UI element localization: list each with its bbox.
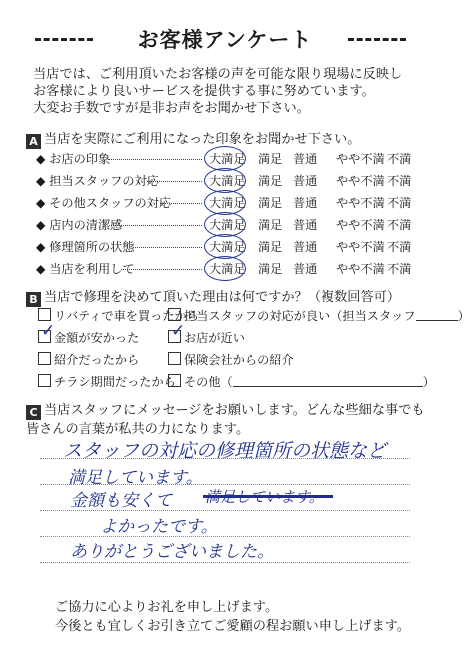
title-decoration-right	[348, 38, 406, 41]
rating-option[interactable]: 不満	[387, 196, 412, 210]
ruled-line	[40, 562, 410, 563]
rating-row	[36, 172, 426, 189]
rating-option[interactable]: 大満足	[209, 240, 246, 254]
rating-row	[36, 150, 426, 167]
rating-option[interactable]: 満足	[258, 218, 283, 232]
section-c-heading	[26, 401, 446, 439]
handwritten-message-line: 満足しています。	[68, 468, 203, 488]
checkbox[interactable]	[168, 374, 181, 387]
check-mark-icon: ✓	[41, 321, 56, 341]
reason-item[interactable]: 保険会社からの紹介	[168, 351, 294, 368]
rating-option[interactable]: 不満	[387, 218, 412, 232]
leader-dots	[160, 203, 202, 204]
rating-option[interactable]: 普通	[293, 262, 318, 276]
rating-item-label: ◆ 店内の清潔感	[36, 218, 123, 232]
checkbox[interactable]	[38, 374, 51, 387]
rating-option[interactable]: 大満足	[209, 262, 246, 276]
intro-line: 当店では、ご利用頂いたお客様の声を可能な限り現場に反映し	[33, 67, 403, 82]
section-c-question: 当店スタッフにメッセージをお願いします。どんな些細な事でも	[44, 403, 425, 418]
rating-option[interactable]: 満足	[258, 196, 283, 210]
handwritten-message-line: ありがとうございました。	[70, 542, 274, 562]
rating-option[interactable]: 満足	[258, 174, 283, 188]
intro-text	[33, 66, 433, 117]
staff-name-line[interactable]	[416, 309, 458, 321]
rating-option[interactable]: 普通	[293, 240, 318, 254]
reason-item[interactable]: 紹介だったから	[38, 351, 139, 368]
rating-option[interactable]: やや不満	[336, 240, 385, 254]
leader-dots	[121, 269, 202, 270]
rating-option[interactable]: 普通	[293, 196, 318, 210]
rating-option[interactable]: 大満足	[209, 152, 246, 166]
rating-option[interactable]: 満足	[258, 262, 283, 276]
checkbox[interactable]	[38, 308, 51, 321]
rating-option[interactable]: 不満	[387, 262, 412, 276]
answer-circle-mark	[204, 256, 246, 281]
rating-option[interactable]: 満足	[258, 240, 283, 254]
rating-option[interactable]: 大満足	[209, 218, 246, 232]
reason-item[interactable]: チラシ期間だったから	[38, 373, 176, 390]
handwritten-message-line: よかったです。	[100, 517, 218, 537]
title-row	[0, 22, 450, 56]
rating-option[interactable]: 不満	[387, 152, 412, 166]
rating-row	[36, 260, 426, 277]
closing-text	[55, 598, 435, 636]
struck-out-text: 満足しています。	[205, 488, 324, 506]
leader-dots	[109, 225, 202, 226]
rating-option[interactable]: 大満足	[209, 174, 246, 188]
section-a-badge: A	[26, 134, 41, 149]
page-title: お客様アンケート	[137, 28, 313, 52]
rating-option[interactable]: やや不満	[336, 174, 385, 188]
checkbox[interactable]	[168, 308, 181, 321]
rating-item-label: ◆ 当店を利用して	[36, 262, 135, 276]
reason-item[interactable]: その他（ ）	[168, 373, 435, 390]
check-mark-icon: ✓	[171, 321, 186, 341]
rating-option[interactable]: 不満	[387, 240, 412, 254]
closing-line: 今後とも宜しくお引き立てご愛顧の程お願い申し上げます。	[55, 619, 411, 634]
rating-item-label: ◆ お店の印象	[36, 152, 111, 166]
section-b-badge: B	[26, 292, 41, 307]
reason-item[interactable]: リバティで車を買ったから	[38, 307, 199, 324]
rating-option[interactable]: 普通	[293, 152, 318, 166]
section-a-question: 当店を実際にご利用になった印象をお聞かせ下さい。	[44, 132, 361, 147]
checkbox[interactable]	[38, 352, 51, 365]
reason-item[interactable]: 金額が安かった	[38, 329, 139, 346]
rating-option[interactable]: 大満足	[209, 196, 246, 210]
rating-item-label: ◆ 修理箇所の状態	[36, 240, 135, 254]
rating-option[interactable]: 普通	[293, 174, 318, 188]
strike-through	[203, 495, 333, 498]
leader-dots	[133, 247, 202, 248]
rating-option[interactable]: やや不満	[336, 218, 385, 232]
rating-option[interactable]: 不満	[387, 174, 412, 188]
rating-option[interactable]: 満足	[258, 152, 283, 166]
rating-option[interactable]: やや不満	[336, 196, 385, 210]
handwritten-message-line: スタッフの対応の修理箇所の状態など	[63, 440, 387, 462]
rating-row	[36, 216, 426, 233]
reason-item[interactable]: お店が近い	[168, 329, 245, 346]
title-decoration-left	[35, 38, 93, 41]
rating-option[interactable]: やや不満	[336, 152, 385, 166]
intro-line: 大変お手数ですが是非お声をお聞かせ下さい。	[33, 101, 310, 116]
reason-item[interactable]: 担当スタッフの対応が良い（担当スタッフ ）	[168, 307, 470, 324]
rating-option[interactable]: 普通	[293, 218, 318, 232]
other-reason-line[interactable]	[233, 375, 423, 387]
closing-line: ご協力に心よりお礼を申し上げます。	[55, 600, 279, 615]
rating-item-label: ◆ その他スタッフの対応	[36, 196, 172, 210]
handwritten-message-line: 金額も安くて	[70, 491, 172, 511]
leader-dots	[147, 181, 202, 182]
rating-row	[36, 238, 426, 255]
leader-dots	[108, 159, 202, 160]
section-b-question: 当店で修理を決めて頂いた理由は何ですか？（複数回答可）	[44, 290, 401, 305]
section-b-heading	[26, 286, 400, 307]
section-c-question: 皆さんの言葉が私共の力になります。	[26, 422, 250, 437]
intro-line: お客様により良いサービスを提供する事に努めています。	[33, 84, 375, 99]
checkbox[interactable]	[168, 352, 181, 365]
section-a-heading	[26, 128, 361, 149]
rating-row	[36, 194, 426, 211]
rating-option[interactable]: やや不満	[336, 262, 385, 276]
section-c-badge: C	[26, 405, 41, 420]
rating-item-label: ◆ 担当スタッフの対応	[36, 174, 159, 188]
